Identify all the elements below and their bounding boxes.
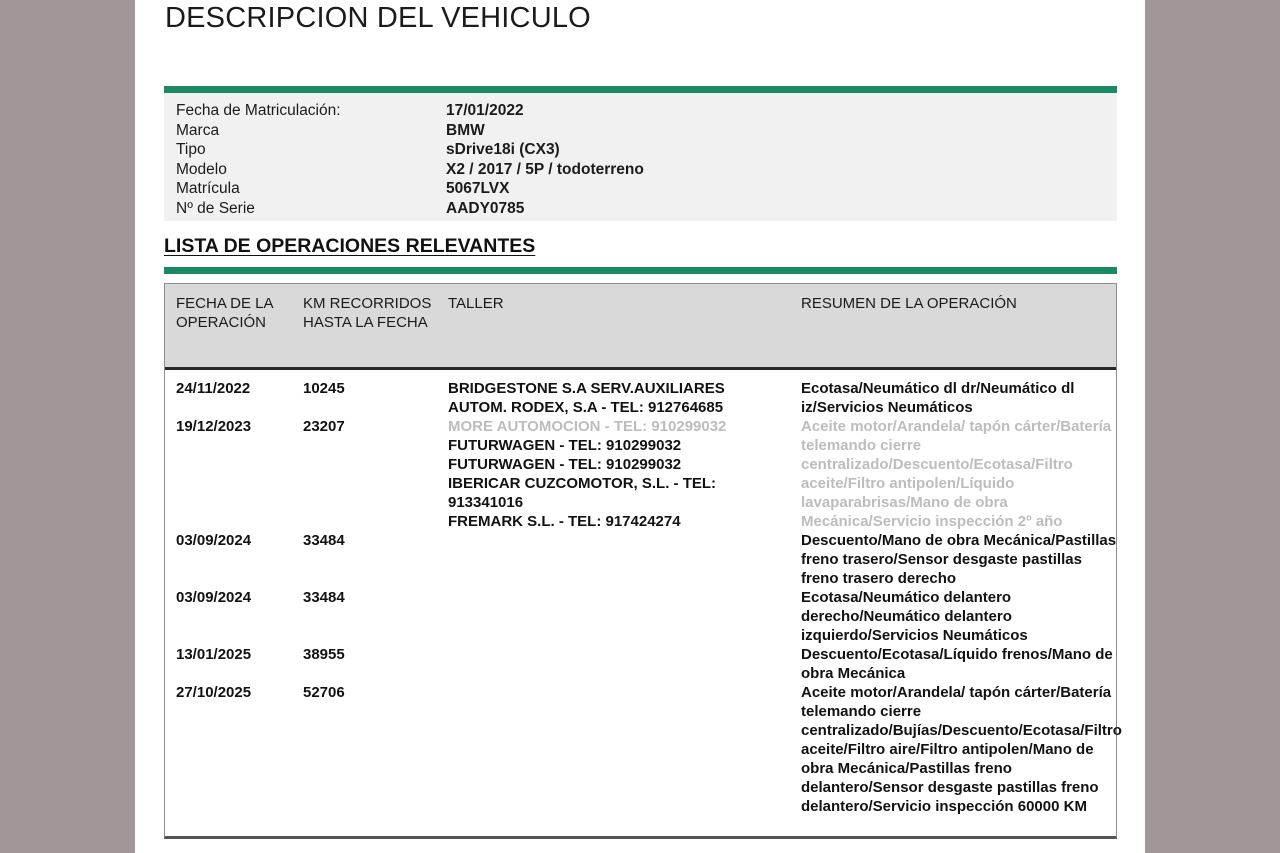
page-title: DESCRIPCION DEL VEHICULO — [165, 2, 591, 34]
table-cell-date: 03/09/2024 — [176, 589, 252, 606]
column-header: KM RECORRIDOS HASTA LA FECHA — [303, 295, 432, 331]
table-cell-km: 38955 — [303, 646, 345, 663]
table-cell-summary: Aceite motor/Arandela/ tapón cárter/Batería telemando cierre centralizado/Bujías/Descuento/Ecotasa/Filtro aceite/Filtro aire/Filtro antipolen/Mano de obra Mecánica/Pastillas freno delantero/Sensor desgaste pastillas freno delantero/Servicio inspección 60000 KM — [801, 684, 1122, 815]
table-cell-km: 33484 — [303, 589, 345, 606]
operations-table-header — [165, 284, 1116, 370]
vehicle-info-value: AADY0785 — [446, 199, 525, 217]
table-cell-summary: Descuento/Ecotasa/Líquido frenos/Mano de obra Mecánica — [801, 646, 1113, 682]
table-cell-date: 24/11/2022 — [176, 380, 251, 397]
vehicle-info-row — [176, 200, 1117, 219]
table-cell-workshop: MORE AUTOMOCION - TEL: 910299032 — [448, 418, 727, 435]
vehicle-info-value: 17/01/2022 — [446, 102, 524, 119]
table-cell-summary: Ecotasa/Neumático delantero derecho/Neumático delantero izquierdo/Servicios Neumáticos — [801, 589, 1028, 644]
table-cell-km: 52706 — [303, 684, 345, 701]
section-heading-operations: LISTA DE OPERACIONES RELEVANTES — [164, 235, 536, 257]
table-cell-workshop: FUTURWAGEN - TEL: 910299032 — [448, 456, 682, 473]
vehicle-info-row — [176, 122, 1117, 141]
column-header: FECHA DE LA OPERACIÓN — [176, 295, 273, 331]
vehicle-info-box — [164, 93, 1117, 221]
table-cell-summary: Descuento/Mano de obra Mecánica/Pastillas freno trasero/Sensor desgaste pastillas freno trasero derecho — [801, 532, 1117, 587]
vehicle-info-label: Modelo — [176, 160, 227, 178]
table-cell-km: 10245 — [303, 380, 345, 397]
vehicle-info-value: X2 / 2017 / 5P / todoterreno — [446, 160, 644, 178]
vehicle-info-value: BMW — [446, 121, 485, 139]
table-cell-date: 13/01/2025 — [176, 646, 252, 663]
table-cell-workshop: IBERICAR CUZCOMOTOR, S.L. - TEL: 913341016 — [448, 475, 717, 511]
vehicle-info-value: sDrive18i (CX3) — [446, 141, 560, 158]
vehicle-info-label: Nº de Serie — [176, 199, 255, 217]
table-cell-workshop: BRIDGESTONE S.A SERV.AUXILIARES AUTOM. RODEX, S.A - TEL: 912764685 — [448, 380, 725, 416]
table-cell-km: 33484 — [303, 532, 345, 549]
vehicle-info-value: 5067LVX — [446, 180, 510, 197]
vehicle-info-label: Matrícula — [176, 180, 240, 197]
column-header: TALLER — [448, 295, 504, 312]
vehicle-info-row — [176, 161, 1117, 180]
vehicle-info-row — [176, 180, 1117, 199]
column-header: RESUMEN DE LA OPERACIÓN — [801, 295, 1017, 312]
table-cell-summary: Aceite motor/Arandela/ tapón cárter/Batería telemando cierre centralizado/Descuento/Ecotasa/Filtro aceite/Filtro antipolen/Líquido lavaparabrisas/Mano de obra Mecánica/Servicio inspección 2º año — [801, 418, 1112, 530]
vehicle-info-label: Fecha de Matriculación: — [176, 102, 341, 119]
operations-table — [164, 283, 1122, 839]
vehicle-info-label: Tipo — [176, 141, 206, 158]
table-cell-km: 23207 — [303, 418, 345, 435]
document-page — [135, 0, 1145, 853]
table-cell-summary: Ecotasa/Neumático dl dr/Neumático dl iz/Servicios Neumáticos — [801, 380, 1075, 416]
table-cell-workshop: FUTURWAGEN - TEL: 910299032 — [448, 437, 682, 454]
green-accent-rule-operations — [164, 267, 1117, 274]
vehicle-info-row — [176, 102, 1117, 121]
table-cell-date: 03/09/2024 — [176, 532, 252, 549]
vehicle-info-row — [176, 141, 1117, 160]
table-cell-date: 19/12/2023 — [176, 418, 252, 435]
table-cell-date: 27/10/2025 — [176, 684, 252, 701]
green-accent-rule-vehicle-info — [164, 86, 1117, 93]
vehicle-info-label: Marca — [176, 121, 220, 139]
table-cell-workshop: FREMARK S.L. - TEL: 917424274 — [448, 513, 681, 530]
